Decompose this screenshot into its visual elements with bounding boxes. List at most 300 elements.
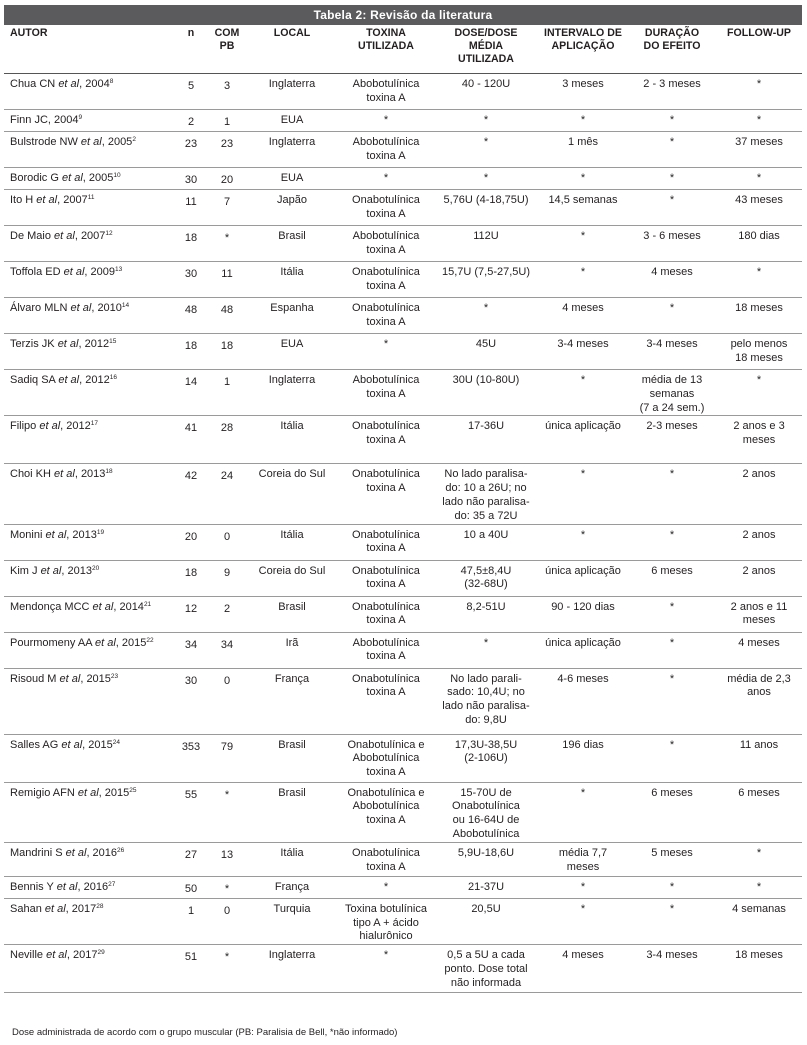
location-cell: Inglaterra [246,370,338,416]
pb-cell: 23 [208,132,246,168]
follow-up-cell: 2 anos [716,560,802,596]
author-name: Neville [10,949,44,962]
table-row [4,370,802,416]
et-al-text: et al [61,172,83,184]
header-interval: INTERVALO DE APLICAÇÃO [538,25,628,74]
pb-cell: 7 [208,190,246,226]
duration-cell: * [628,898,716,944]
author-name: Monini [10,528,43,541]
et-al-text: et al [61,738,83,751]
reference-number: 10 [113,172,121,179]
follow-up-cell: 4 semanas [716,898,802,944]
table-row [4,132,802,168]
duration-cell: * [628,596,716,632]
n-cell: 11 [174,190,208,226]
author-name: Chua CN [10,78,56,90]
duration-cell: média de 13 semanas (7 a 24 sem.) [628,370,716,416]
location-cell: Irã [246,632,338,668]
interval-cell: * [538,782,628,842]
table-row [4,262,802,298]
author-year: , 2007 [57,194,88,206]
dose-cell: 8,2-51U [434,596,538,632]
interval-cell: * [538,464,628,524]
dose-cell: 30U (10-80U) [434,370,538,416]
n-cell: 2 [174,110,208,132]
author-cell [4,110,174,132]
table-row [4,560,802,596]
n-cell: 12 [174,596,208,632]
n-cell: 30 [174,262,208,298]
table-row [4,898,802,944]
table-row [4,945,802,993]
reference-number: 8 [109,78,114,85]
author-name: Toffola ED [10,266,61,278]
author-name: Remigio AFN [10,786,75,799]
n-cell: 353 [174,734,208,782]
author-name: Terzis JK [10,338,55,350]
interval-cell: * [538,876,628,898]
follow-up-cell: 6 meses [716,782,802,842]
et-al-text: et al [56,880,78,893]
author-cell [4,734,174,782]
author-year: , 2015 [98,786,130,799]
interval-cell: 3 meses [538,74,628,110]
n-cell: 55 [174,782,208,842]
dose-cell: 0,5 a 5U a cada ponto. Dose total não informada [434,945,538,993]
interval-cell: média 7,7 meses [538,842,628,876]
dose-cell: * [434,298,538,334]
n-cell: 41 [174,416,208,464]
toxin-cell: Abobotulínica toxina A [338,132,434,168]
interval-cell: * [538,370,628,416]
pb-cell: 20 [208,168,246,190]
duration-cell: 3-4 meses [628,945,716,993]
location-cell: Itália [246,262,338,298]
location-cell: EUA [246,334,338,370]
toxin-cell: Onabotulínica toxina A [338,560,434,596]
et-al-text: et al [77,786,99,799]
author-year: , 2005 [101,136,133,148]
header-effect-duration: DURAÇÃO DO EFEITO [628,25,716,74]
author-cell [4,132,174,168]
header-toxin: TOXINA UTILIZADA [338,25,434,74]
dose-cell: 21-37U [434,876,538,898]
interval-cell: 90 - 120 dias [538,596,628,632]
author-year: , 2005 [82,172,114,184]
author-cell [4,298,174,334]
author-name: Mandrini S [10,846,63,859]
duration-cell: 4 meses [628,262,716,298]
author-name: Bulstrode NW [10,136,78,148]
follow-up-cell: 2 anos [716,464,802,524]
reference-number: 22 [146,636,154,644]
author-year: , 2012 [78,338,110,350]
author-cell [4,596,174,632]
author-cell [4,898,174,944]
dose-cell: 47,5±8,4U (32-68U) [434,560,538,596]
header-dose: DOSE/DOSE MÉDIA UTILIZADA [434,25,538,74]
follow-up-cell: * [716,876,802,898]
interval-cell: 4 meses [538,945,628,993]
interval-cell: * [538,168,628,190]
reference-number: 19 [96,528,105,536]
toxin-cell: Onabotulínica e Abobotulínica toxina A [338,734,434,782]
toxin-cell: Onabotulínica toxina A [338,262,434,298]
duration-cell: * [628,190,716,226]
author-year: , 2013 [74,468,106,481]
author-cell [4,334,174,370]
table-footnote: Dose administrada de acordo com o grupo muscular (PB: Paralisia de Bell, *não informado) [12,1027,398,1038]
follow-up-cell: * [716,842,802,876]
et-al-text: et al [58,78,80,90]
location-cell: Turquia [246,898,338,944]
author-name: Borodic G [10,172,59,184]
et-al-text: et al [63,266,85,278]
author-cell [4,782,174,842]
n-cell: 48 [174,298,208,334]
et-al-text: et al [58,374,80,386]
interval-cell: única aplicação [538,560,628,596]
et-al-text: et al [36,194,58,206]
et-al-text: et al [70,302,92,314]
toxin-cell: Onabotulínica toxina A [338,668,434,734]
n-cell: 23 [174,132,208,168]
follow-up-cell: * [716,74,802,110]
author-name: Pourmomeny AA [10,636,92,649]
duration-cell: * [628,110,716,132]
dose-cell: * [434,168,538,190]
toxin-cell: Abobotulínica toxina A [338,226,434,262]
location-cell: Inglaterra [246,132,338,168]
interval-cell: * [538,524,628,560]
table-row [4,842,802,876]
pb-cell: 34 [208,632,246,668]
pb-cell: 0 [208,898,246,944]
author-year: , 2015 [82,738,113,751]
author-cell [4,168,174,190]
et-al-text: et al [54,468,75,481]
dose-cell: 15-70U de Onabotulínica ou 16-64U de Abobotulínica [434,782,538,842]
table-title: Tabela 2: Revisão da literatura [4,5,802,25]
author-cell [4,370,174,416]
table-row [4,464,802,524]
table-row [4,110,802,132]
dose-cell: * [434,632,538,668]
author-cell [4,945,174,993]
author-year: , 2015 [115,636,147,649]
author-year: , 2010 [91,302,122,314]
toxin-cell: Abobotulínica toxina A [338,74,434,110]
author-cell [4,416,174,464]
n-cell: 50 [174,876,208,898]
duration-cell: 6 meses [628,560,716,596]
n-cell: 30 [174,668,208,734]
reference-number: 16 [109,374,117,381]
dose-cell: 17-36U [434,416,538,464]
author-cell [4,876,174,898]
et-al-text: et al [57,338,79,350]
author-year: , 2013 [66,528,97,541]
toxin-cell: * [338,168,434,190]
reference-number: 17 [90,420,98,428]
reference-number: 15 [109,338,117,345]
table-row [4,416,802,464]
follow-up-cell: * [716,110,802,132]
toxin-cell: * [338,876,434,898]
pb-cell: 24 [208,464,246,524]
et-al-text: et al [80,136,102,148]
n-cell: 18 [174,226,208,262]
pb-cell: 2 [208,596,246,632]
pb-cell: 79 [208,734,246,782]
n-cell: 5 [174,74,208,110]
reference-number: 21 [143,600,152,608]
duration-cell: 6 meses [628,782,716,842]
pb-cell: 48 [208,298,246,334]
pb-cell: 11 [208,262,246,298]
author-year: , 2012 [79,374,110,386]
dose-cell: 45U [434,334,538,370]
author-year: , 2014 [113,600,144,613]
dose-cell: 17,3U-38,5U (2-106U) [434,734,538,782]
table-row [4,190,802,226]
toxin-cell: Abobotulínica toxina A [338,632,434,668]
reference-number: 23 [110,672,119,680]
author-name: De Maio [10,230,51,242]
table-row [4,734,802,782]
n-cell: 30 [174,168,208,190]
table-row [4,298,802,334]
location-cell: Japão [246,190,338,226]
pb-cell: * [208,945,246,993]
header-with-pb: COM PB [208,25,246,74]
location-cell: Coreia do Sul [246,464,338,524]
toxin-cell: Onabotulínica e Abobotulínica toxina A [338,782,434,842]
location-cell: Coreia do Sul [246,560,338,596]
dose-cell: 20,5U [434,898,538,944]
table-row [4,524,802,560]
author-year: , 2012 [60,420,91,433]
interval-cell: 3-4 meses [538,334,628,370]
interval-cell: * [538,226,628,262]
table-row [4,226,802,262]
author-year: , 2016 [77,880,109,893]
pb-cell: 0 [208,668,246,734]
follow-up-cell: 11 anos [716,734,802,782]
table-row [4,596,802,632]
reference-number: 24 [112,738,120,746]
table-header-row [4,25,802,74]
dose-cell: No lado parali- sado: 10,4U; no lado não paralisa- do: 9,8U [434,668,538,734]
author-year: , 2004 [79,78,110,90]
et-al-text: et al [40,564,62,577]
author-name: Salles AG [10,738,59,751]
reference-number: 9 [78,114,83,121]
author-cell [4,668,174,734]
pb-cell: 9 [208,560,246,596]
location-cell: Itália [246,524,338,560]
interval-cell: * [538,898,628,944]
author-name: Filipo [10,420,37,433]
author-name: Finn JC, 2004 [10,114,79,126]
n-cell: 18 [174,334,208,370]
duration-cell: * [628,632,716,668]
reference-number: 13 [115,266,123,273]
follow-up-cell: 43 meses [716,190,802,226]
et-al-text: et al [45,528,67,541]
dose-cell: 112U [434,226,538,262]
follow-up-cell: 2 anos e 11 meses [716,596,802,632]
author-cell [4,524,174,560]
follow-up-cell: 18 meses [716,945,802,993]
location-cell: Inglaterra [246,74,338,110]
table-row [4,782,802,842]
et-al-text: et al [46,949,67,962]
reference-number: 14 [121,302,130,309]
n-cell: 14 [174,370,208,416]
pb-cell: 13 [208,842,246,876]
reference-number: 28 [96,902,104,910]
header-follow-up: FOLLOW-UP [716,25,802,74]
et-al-text: et al [44,902,66,915]
table-row [4,632,802,668]
toxin-cell: Onabotulínica toxina A [338,190,434,226]
location-cell: França [246,668,338,734]
author-cell [4,190,174,226]
n-cell: 27 [174,842,208,876]
et-al-text: et al [65,846,87,859]
author-name: Sahan [10,902,42,915]
author-year: , 2009 [84,266,116,278]
interval-cell: 4-6 meses [538,668,628,734]
interval-cell: * [538,110,628,132]
header-location: LOCAL [246,25,338,74]
author-name: Kim J [10,564,38,577]
duration-cell: 5 meses [628,842,716,876]
duration-cell: * [628,464,716,524]
reference-number: 2 [132,136,136,143]
follow-up-cell: 2 anos e 3 meses [716,416,802,464]
duration-cell: 2-3 meses [628,416,716,464]
follow-up-cell: 180 dias [716,226,802,262]
et-al-text: et al [39,420,61,433]
location-cell: Espanha [246,298,338,334]
duration-cell: * [628,298,716,334]
follow-up-cell: 18 meses [716,298,802,334]
interval-cell: 14,5 semanas [538,190,628,226]
duration-cell: 3 - 6 meses [628,226,716,262]
dose-cell: 5,9U-18,6U [434,842,538,876]
follow-up-cell: * [716,262,802,298]
location-cell: Brasil [246,782,338,842]
pb-cell: * [208,782,246,842]
location-cell: França [246,876,338,898]
toxin-cell: * [338,110,434,132]
interval-cell: 196 dias [538,734,628,782]
author-cell [4,226,174,262]
location-cell: Itália [246,416,338,464]
et-al-text: et al [59,672,81,685]
author-cell [4,74,174,110]
location-cell: Brasil [246,226,338,262]
author-cell [4,560,174,596]
et-al-text: et al [54,230,75,242]
author-year: , 2017 [65,902,97,915]
pb-cell: * [208,226,246,262]
toxin-cell: Toxina botulínica tipo A + ácido hialurônico [338,898,434,944]
follow-up-cell: 4 meses [716,632,802,668]
follow-up-cell: pelo menos 18 meses [716,334,802,370]
author-year: , 2015 [80,672,111,685]
dose-cell: 10 a 40U [434,524,538,560]
duration-cell: * [628,876,716,898]
location-cell: EUA [246,110,338,132]
follow-up-cell: * [716,168,802,190]
author-cell [4,262,174,298]
author-name: Ito H [10,194,34,206]
duration-cell: * [628,524,716,560]
toxin-cell: Onabotulínica toxina A [338,842,434,876]
pb-cell: 3 [208,74,246,110]
n-cell: 42 [174,464,208,524]
dose-cell: 40 - 120U [434,74,538,110]
toxin-cell: * [338,945,434,993]
reference-number: 18 [105,468,113,476]
n-cell: 20 [174,524,208,560]
n-cell: 1 [174,898,208,944]
follow-up-cell: * [716,370,802,416]
n-cell: 51 [174,945,208,993]
pb-cell: 28 [208,416,246,464]
toxin-cell: Onabotulínica toxina A [338,416,434,464]
pb-cell: 1 [208,110,246,132]
reference-number: 11 [87,194,95,201]
location-cell: Brasil [246,596,338,632]
author-cell [4,464,174,524]
follow-up-cell: média de 2,3 anos [716,668,802,734]
reference-number: 26 [117,846,125,854]
author-name: Mendonça MCC [10,600,90,613]
dose-cell: * [434,132,538,168]
location-cell: EUA [246,168,338,190]
reference-number: 12 [105,230,113,237]
follow-up-cell: 2 anos [716,524,802,560]
header-n: n [174,25,208,74]
toxin-cell: * [338,334,434,370]
pb-cell: 18 [208,334,246,370]
interval-cell: * [538,262,628,298]
reference-number: 25 [129,786,137,794]
reference-number: 29 [97,949,105,957]
duration-cell: * [628,668,716,734]
et-al-text: et al [92,600,114,613]
table-row [4,168,802,190]
header-author: AUTOR [4,25,174,74]
interval-cell: 1 mês [538,132,628,168]
toxin-cell: Onabotulínica toxina A [338,464,434,524]
dose-cell: * [434,110,538,132]
duration-cell: * [628,734,716,782]
author-year: , 2016 [86,846,118,859]
n-cell: 34 [174,632,208,668]
author-name: Álvaro MLN [10,302,68,314]
toxin-cell: Onabotulínica toxina A [338,596,434,632]
duration-cell: * [628,132,716,168]
location-cell: Inglaterra [246,945,338,993]
dose-cell: No lado paralisa- do: 10 a 26U; no lado não paralisa- do: 35 a 72U [434,464,538,524]
reference-number: 20 [91,564,100,572]
dose-cell: 5,76U (4-18,75U) [434,190,538,226]
